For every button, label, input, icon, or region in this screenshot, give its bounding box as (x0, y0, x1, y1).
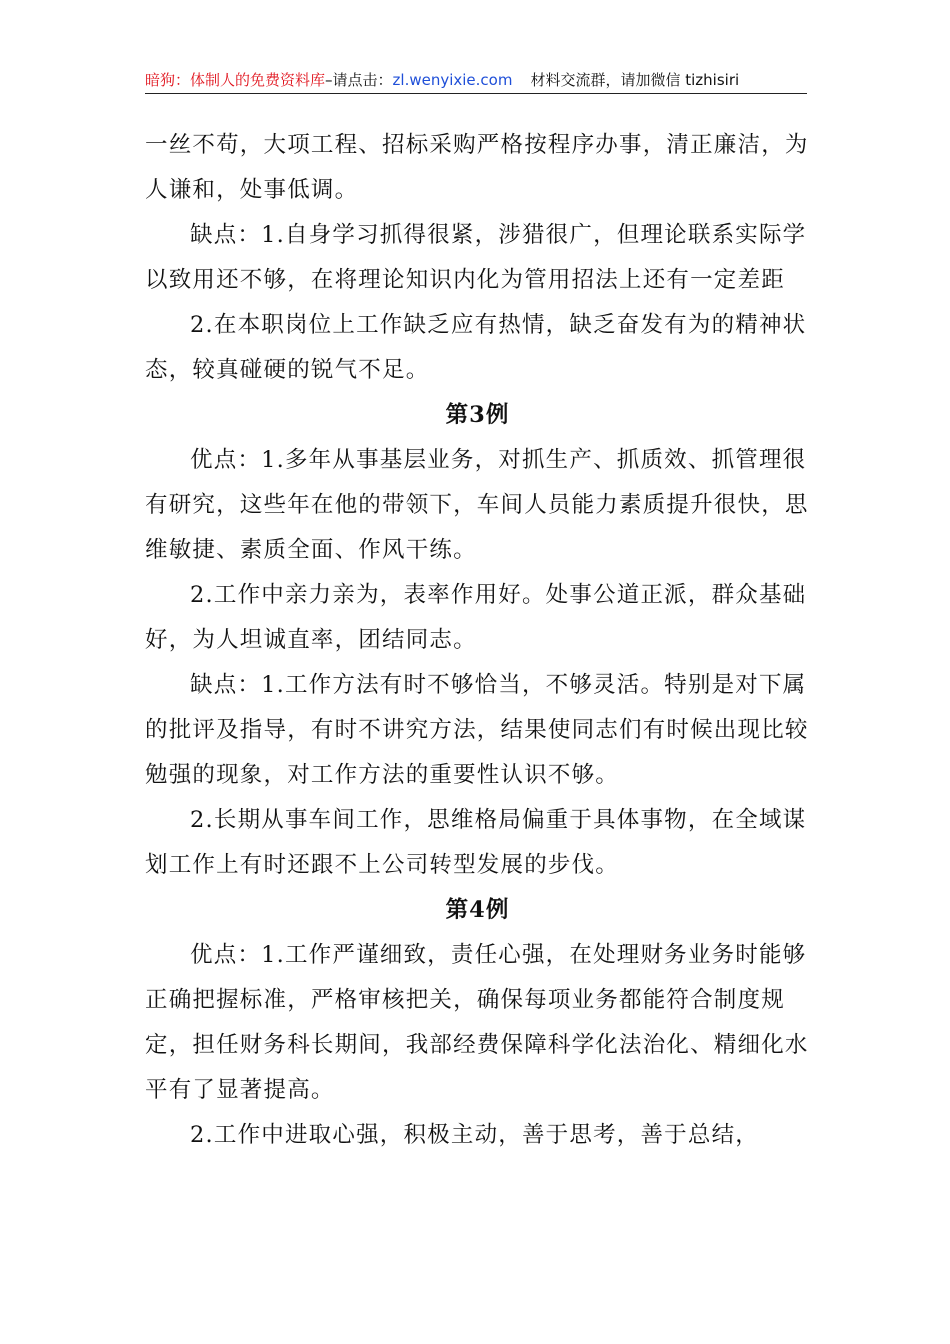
page-header (145, 68, 805, 92)
paragraph: 优点：1.多年从事基层业务，对抓生产、抓质效、抓管理很有研究，这些年在他的带领下，车间人员能力素质提升很快，思维敏捷、素质全面、作风干练。 (145, 447, 809, 563)
paragraph: 2.工作中亲力亲为，表率作用好。处事公道正派，群众基础好，为人坦诚直率，团结同志。 (145, 582, 807, 653)
document-body (145, 123, 810, 1158)
header-link[interactable]: zl.wenyixie.com (392, 71, 513, 89)
paragraph: 缺点：1.自身学习抓得很紧，涉猎很广，但理论联系实际学以致用还不够，在将理论知识内化为管用招法上还有一定差距 (145, 222, 807, 293)
header-prompt: –请点击： (325, 71, 393, 89)
header-brand: 暗狗：体制人的免费资料库 (145, 71, 326, 89)
header-wechat-note: 材料交流群，请加微信 tizhisiri (530, 71, 740, 89)
paragraph: 2.长期从事车间工作，思维格局偏重于具体事物，在全域谋划工作上有时还跟不上公司转型发展的步伐。 (145, 807, 807, 878)
paragraph: 2.在本职岗位上工作缺乏应有热情，缺乏奋发有为的精神状态，较真碰硬的锐气不足。 (145, 312, 807, 383)
header-divider (145, 93, 807, 94)
paragraph: 2.工作中进取心强，积极主动，善于思考，善于总结， (190, 1122, 759, 1148)
section-heading: 第3例 (445, 402, 510, 428)
section-heading: 第4例 (445, 897, 510, 923)
paragraph: 一丝不苟，大项工程、招标采购严格按程序办事，清正廉洁，为人谦和，处事低调。 (145, 132, 809, 203)
paragraph: 优点：1.工作严谨细致，责任心强，在处理财务业务时能够正确把握标准，严格审核把关，确保每项业务都能符合制度规定，担任财务科长期间，我部经费保障科学化法治化、精细化水平有了显著提高。 (145, 942, 809, 1103)
paragraph: 缺点：1.工作方法有时不够恰当，不够灵活。特别是对下属的批评及指导，有时不讲究方法，结果使同志们有时候出现比较勉强的现象，对工作方法的重要性认识不够。 (145, 672, 809, 788)
